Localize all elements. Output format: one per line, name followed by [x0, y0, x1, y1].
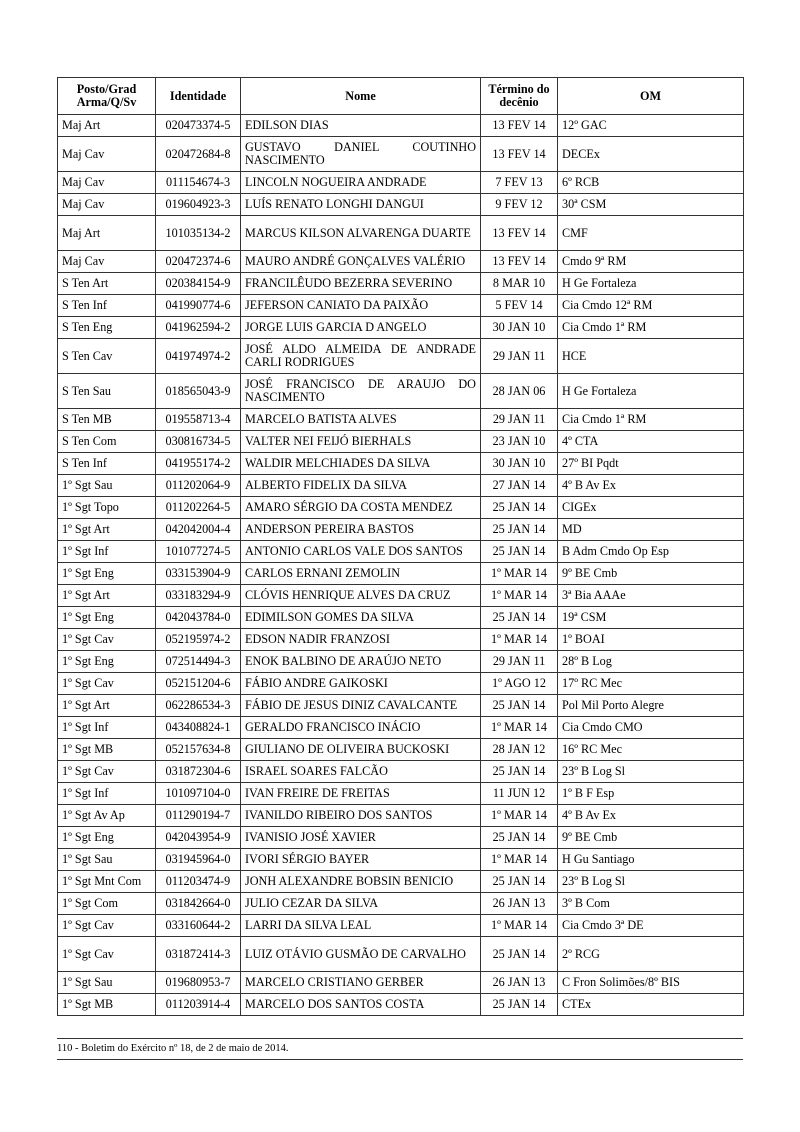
cell-termino: 1º MAR 14 [481, 849, 558, 871]
table-row [58, 115, 744, 137]
cell-om: Cia Cmdo 12ª RM [558, 295, 744, 317]
cell-om: C Fron Solimões/8º BIS [558, 972, 744, 994]
cell-identidade: 011154674-3 [156, 172, 241, 194]
cell-om: CMF [558, 216, 744, 251]
cell-om: 9º BE Cmb [558, 563, 744, 585]
cell-termino: 5 FEV 14 [481, 295, 558, 317]
cell-nome: LARRI DA SILVA LEAL [241, 915, 481, 937]
cell-identidade: 031872304-6 [156, 761, 241, 783]
cell-om: 2º RCG [558, 937, 744, 972]
cell-posto: S Ten Art [58, 273, 156, 295]
cell-posto: S Ten MB [58, 409, 156, 431]
cell-termino: 25 JAN 14 [481, 695, 558, 717]
cell-om: 6º RCB [558, 172, 744, 194]
cell-identidade: 011203914-4 [156, 994, 241, 1016]
cell-nome: FÁBIO ANDRE GAIKOSKI [241, 673, 481, 695]
cell-om: 27º BI Pqdt [558, 453, 744, 475]
table-row [58, 673, 744, 695]
cell-identidade: 052151204-6 [156, 673, 241, 695]
cell-identidade: 011202064-9 [156, 475, 241, 497]
cell-termino: 13 FEV 14 [481, 216, 558, 251]
cell-nome: IVAN FREIRE DE FREITAS [241, 783, 481, 805]
table-row [58, 194, 744, 216]
cell-posto: Maj Art [58, 216, 156, 251]
cell-identidade: 020472374-6 [156, 251, 241, 273]
cell-identidade: 018565043-9 [156, 374, 241, 409]
cell-posto: 1º Sgt Cav [58, 673, 156, 695]
cell-om: Cmdo 9ª RM [558, 251, 744, 273]
cell-termino: 1º MAR 14 [481, 629, 558, 651]
cell-nome: GERALDO FRANCISCO INÁCIO [241, 717, 481, 739]
cell-posto: 1º Sgt Art [58, 585, 156, 607]
cell-posto: Maj Cav [58, 172, 156, 194]
cell-nome: AMARO SÉRGIO DA COSTA MENDEZ [241, 497, 481, 519]
cell-identidade: 011203474-9 [156, 871, 241, 893]
cell-nome: MARCELO BATISTA ALVES [241, 409, 481, 431]
cell-nome: GUSTAVO DANIEL COUTINHO NASCIMENTO [241, 137, 481, 172]
cell-termino: 25 JAN 14 [481, 541, 558, 563]
cell-identidade: 042042004-4 [156, 519, 241, 541]
cell-identidade: 020472684-8 [156, 137, 241, 172]
cell-posto: 1º Sgt Art [58, 519, 156, 541]
table-row [58, 519, 744, 541]
cell-om: DECEx [558, 137, 744, 172]
header-posto: Posto/Grad Arma/Q/Sv [58, 78, 156, 115]
cell-nome: CARLOS ERNANI ZEMOLIN [241, 563, 481, 585]
cell-nome: ALBERTO FIDELIX DA SILVA [241, 475, 481, 497]
cell-termino: 1º MAR 14 [481, 915, 558, 937]
personnel-table [57, 77, 744, 1016]
table-row [58, 695, 744, 717]
cell-nome: ANDERSON PEREIRA BASTOS [241, 519, 481, 541]
table-row [58, 651, 744, 673]
cell-identidade: 052157634-8 [156, 739, 241, 761]
cell-posto: 1º Sgt Eng [58, 607, 156, 629]
cell-posto: 1º Sgt Inf [58, 717, 156, 739]
cell-posto: S Ten Inf [58, 453, 156, 475]
cell-nome: JOSÉ FRANCISCO DE ARAUJO DO NASCIMENTO [241, 374, 481, 409]
table-row [58, 827, 744, 849]
cell-posto: 1º Sgt Av Ap [58, 805, 156, 827]
cell-termino: 13 FEV 14 [481, 115, 558, 137]
table-row [58, 251, 744, 273]
cell-termino: 1º MAR 14 [481, 585, 558, 607]
table-row [58, 273, 744, 295]
cell-posto: 1º Sgt Eng [58, 827, 156, 849]
table-body [58, 115, 744, 1016]
cell-termino: 25 JAN 14 [481, 871, 558, 893]
cell-nome: MAURO ANDRÉ GONÇALVES VALÉRIO [241, 251, 481, 273]
cell-nome: EDSON NADIR FRANZOSI [241, 629, 481, 651]
cell-posto: 1º Sgt Sau [58, 849, 156, 871]
cell-identidade: 020384154-9 [156, 273, 241, 295]
cell-nome: JOSÉ ALDO ALMEIDA DE ANDRADE CARLI RODRIGUES [241, 339, 481, 374]
cell-nome: MARCELO DOS SANTOS COSTA [241, 994, 481, 1016]
cell-nome: IVORI SÉRGIO BAYER [241, 849, 481, 871]
cell-termino: 25 JAN 14 [481, 497, 558, 519]
cell-om: CIGEx [558, 497, 744, 519]
cell-termino: 29 JAN 11 [481, 409, 558, 431]
cell-identidade: 019558713-4 [156, 409, 241, 431]
cell-termino: 30 JAN 10 [481, 453, 558, 475]
cell-posto: 1º Sgt Com [58, 893, 156, 915]
cell-om: HCE [558, 339, 744, 374]
cell-identidade: 041955174-2 [156, 453, 241, 475]
cell-identidade: 033183294-9 [156, 585, 241, 607]
cell-posto: 1º Sgt Cav [58, 629, 156, 651]
cell-om: 12º GAC [558, 115, 744, 137]
cell-nome: GIULIANO DE OLIVEIRA BUCKOSKI [241, 739, 481, 761]
cell-termino: 30 JAN 10 [481, 317, 558, 339]
cell-nome: LUIZ OTÁVIO GUSMÃO DE CARVALHO [241, 937, 481, 972]
table-row [58, 541, 744, 563]
cell-nome: JONH ALEXANDRE BOBSIN BENICIO [241, 871, 481, 893]
cell-posto: 1º Sgt Inf [58, 783, 156, 805]
table-row [58, 317, 744, 339]
cell-termino: 28 JAN 06 [481, 374, 558, 409]
cell-posto: S Ten Eng [58, 317, 156, 339]
cell-om: CTEx [558, 994, 744, 1016]
cell-nome: JEFERSON CANIATO DA PAIXÃO [241, 295, 481, 317]
cell-nome: ENOK BALBINO DE ARAÚJO NETO [241, 651, 481, 673]
cell-nome: JORGE LUIS GARCIA D ANGELO [241, 317, 481, 339]
cell-om: 4º CTA [558, 431, 744, 453]
table-row [58, 453, 744, 475]
cell-termino: 26 JAN 13 [481, 972, 558, 994]
cell-posto: S Ten Cav [58, 339, 156, 374]
cell-identidade: 042043954-9 [156, 827, 241, 849]
header-identidade: Identidade [156, 78, 241, 115]
table-header-row [58, 78, 744, 115]
table-row [58, 295, 744, 317]
table-row [58, 629, 744, 651]
cell-nome: ANTONIO CARLOS VALE DOS SANTOS [241, 541, 481, 563]
cell-posto: Maj Cav [58, 137, 156, 172]
cell-termino: 23 JAN 10 [481, 431, 558, 453]
cell-identidade: 101097104-0 [156, 783, 241, 805]
cell-om: 4º B Av Ex [558, 805, 744, 827]
cell-identidade: 019680953-7 [156, 972, 241, 994]
cell-identidade: 042043784-0 [156, 607, 241, 629]
cell-posto: S Ten Com [58, 431, 156, 453]
cell-nome: IVANISIO JOSÉ XAVIER [241, 827, 481, 849]
cell-identidade: 031872414-3 [156, 937, 241, 972]
table-row [58, 374, 744, 409]
cell-om: 16º RC Mec [558, 739, 744, 761]
cell-om: 9º BE Cmb [558, 827, 744, 849]
page-footer: 110 - Boletim do Exército nº 18, de 2 de maio de 2014. [57, 1038, 743, 1060]
cell-termino: 11 JUN 12 [481, 783, 558, 805]
cell-posto: Maj Cav [58, 194, 156, 216]
table-row [58, 563, 744, 585]
cell-om: Cia Cmdo CMO [558, 717, 744, 739]
table-row [58, 783, 744, 805]
cell-termino: 13 FEV 14 [481, 251, 558, 273]
cell-termino: 25 JAN 14 [481, 519, 558, 541]
cell-identidade: 101035134-2 [156, 216, 241, 251]
cell-termino: 27 JAN 14 [481, 475, 558, 497]
cell-termino: 25 JAN 14 [481, 761, 558, 783]
cell-om: 1º BOAI [558, 629, 744, 651]
cell-om: 23º B Log Sl [558, 871, 744, 893]
cell-nome: LUÍS RENATO LONGHI DANGUI [241, 194, 481, 216]
cell-om: H Gu Santiago [558, 849, 744, 871]
cell-nome: JULIO CEZAR DA SILVA [241, 893, 481, 915]
cell-identidade: 011290194-7 [156, 805, 241, 827]
table-row [58, 761, 744, 783]
cell-nome: VALTER NEI FEIJÓ BIERHALS [241, 431, 481, 453]
cell-identidade: 030816734-5 [156, 431, 241, 453]
cell-termino: 8 MAR 10 [481, 273, 558, 295]
cell-om: H Ge Fortaleza [558, 374, 744, 409]
cell-nome: ISRAEL SOARES FALCÃO [241, 761, 481, 783]
table-row [58, 172, 744, 194]
cell-termino: 7 FEV 13 [481, 172, 558, 194]
cell-termino: 29 JAN 11 [481, 651, 558, 673]
cell-om: B Adm Cmdo Op Esp [558, 541, 744, 563]
cell-nome: IVANILDO RIBEIRO DOS SANTOS [241, 805, 481, 827]
cell-identidade: 019604923-3 [156, 194, 241, 216]
cell-posto: 1º Sgt Sau [58, 475, 156, 497]
cell-identidade: 011202264-5 [156, 497, 241, 519]
cell-termino: 26 JAN 13 [481, 893, 558, 915]
table-row [58, 475, 744, 497]
cell-posto: 1º Sgt MB [58, 994, 156, 1016]
cell-nome: FRANCILÊUDO BEZERRA SEVERINO [241, 273, 481, 295]
cell-termino: 25 JAN 14 [481, 607, 558, 629]
cell-om: 19ª CSM [558, 607, 744, 629]
table-row [58, 409, 744, 431]
header-nome: Nome [241, 78, 481, 115]
cell-termino: 29 JAN 11 [481, 339, 558, 374]
cell-nome: EDILSON DIAS [241, 115, 481, 137]
cell-om: 30ª CSM [558, 194, 744, 216]
cell-posto: 1º Sgt Topo [58, 497, 156, 519]
cell-posto: 1º Sgt Cav [58, 915, 156, 937]
cell-identidade: 020473374-5 [156, 115, 241, 137]
cell-identidade: 031945964-0 [156, 849, 241, 871]
cell-nome: WALDIR MELCHIADES DA SILVA [241, 453, 481, 475]
table-row [58, 893, 744, 915]
cell-om: H Ge Fortaleza [558, 273, 744, 295]
cell-om: 3ª Bia AAAe [558, 585, 744, 607]
cell-posto: 1º Sgt MB [58, 739, 156, 761]
cell-nome: LINCOLN NOGUEIRA ANDRADE [241, 172, 481, 194]
table-row [58, 994, 744, 1016]
table-row [58, 915, 744, 937]
cell-posto: 1º Sgt Eng [58, 563, 156, 585]
cell-om: 28º B Log [558, 651, 744, 673]
cell-posto: S Ten Inf [58, 295, 156, 317]
cell-termino: 1º MAR 14 [481, 717, 558, 739]
table-row [58, 849, 744, 871]
cell-termino: 1º MAR 14 [481, 563, 558, 585]
header-om: OM [558, 78, 744, 115]
table-row [58, 717, 744, 739]
table-row [58, 972, 744, 994]
table-row [58, 739, 744, 761]
cell-posto: 1º Sgt Art [58, 695, 156, 717]
cell-termino: 25 JAN 14 [481, 994, 558, 1016]
cell-om: Cia Cmdo 1ª RM [558, 317, 744, 339]
cell-identidade: 031842664-0 [156, 893, 241, 915]
cell-om: 4º B Av Ex [558, 475, 744, 497]
cell-identidade: 062286534-3 [156, 695, 241, 717]
cell-posto: 1º Sgt Inf [58, 541, 156, 563]
table-row [58, 607, 744, 629]
cell-om: 23º B Log Sl [558, 761, 744, 783]
cell-termino: 13 FEV 14 [481, 137, 558, 172]
table-row [58, 585, 744, 607]
cell-identidade: 072514494-3 [156, 651, 241, 673]
cell-om: MD [558, 519, 744, 541]
cell-identidade: 041974974-2 [156, 339, 241, 374]
cell-om: Cia Cmdo 3ª DE [558, 915, 744, 937]
cell-posto: 1º Sgt Cav [58, 937, 156, 972]
cell-identidade: 033160644-2 [156, 915, 241, 937]
cell-posto: 1º Sgt Cav [58, 761, 156, 783]
table-row [58, 216, 744, 251]
cell-termino: 1º AGO 12 [481, 673, 558, 695]
cell-identidade: 041962594-2 [156, 317, 241, 339]
cell-nome: CLÓVIS HENRIQUE ALVES DA CRUZ [241, 585, 481, 607]
table-row [58, 871, 744, 893]
cell-nome: MARCELO CRISTIANO GERBER [241, 972, 481, 994]
cell-nome: EDIMILSON GOMES DA SILVA [241, 607, 481, 629]
cell-identidade: 041990774-6 [156, 295, 241, 317]
cell-nome: MARCUS KILSON ALVARENGA DUARTE [241, 216, 481, 251]
cell-om: Pol Mil Porto Alegre [558, 695, 744, 717]
cell-om: 3º B Com [558, 893, 744, 915]
cell-posto: Maj Art [58, 115, 156, 137]
cell-posto: S Ten Sau [58, 374, 156, 409]
table-row [58, 497, 744, 519]
table-row [58, 339, 744, 374]
cell-identidade: 033153904-9 [156, 563, 241, 585]
cell-termino: 25 JAN 14 [481, 937, 558, 972]
cell-posto: 1º Sgt Mnt Com [58, 871, 156, 893]
cell-identidade: 101077274-5 [156, 541, 241, 563]
cell-om: Cia Cmdo 1ª RM [558, 409, 744, 431]
cell-posto: 1º Sgt Eng [58, 651, 156, 673]
cell-termino: 25 JAN 14 [481, 827, 558, 849]
cell-termino: 9 FEV 12 [481, 194, 558, 216]
table-row [58, 937, 744, 972]
cell-posto: Maj Cav [58, 251, 156, 273]
header-termino: Término do decênio [481, 78, 558, 115]
cell-identidade: 043408824-1 [156, 717, 241, 739]
cell-posto: 1º Sgt Sau [58, 972, 156, 994]
table-row [58, 137, 744, 172]
cell-om: 1º B F Esp [558, 783, 744, 805]
cell-nome: FÁBIO DE JESUS DINIZ CAVALCANTE [241, 695, 481, 717]
cell-om: 17º RC Mec [558, 673, 744, 695]
cell-termino: 1º MAR 14 [481, 805, 558, 827]
table-row [58, 805, 744, 827]
table-row [58, 431, 744, 453]
cell-identidade: 052195974-2 [156, 629, 241, 651]
cell-termino: 28 JAN 12 [481, 739, 558, 761]
